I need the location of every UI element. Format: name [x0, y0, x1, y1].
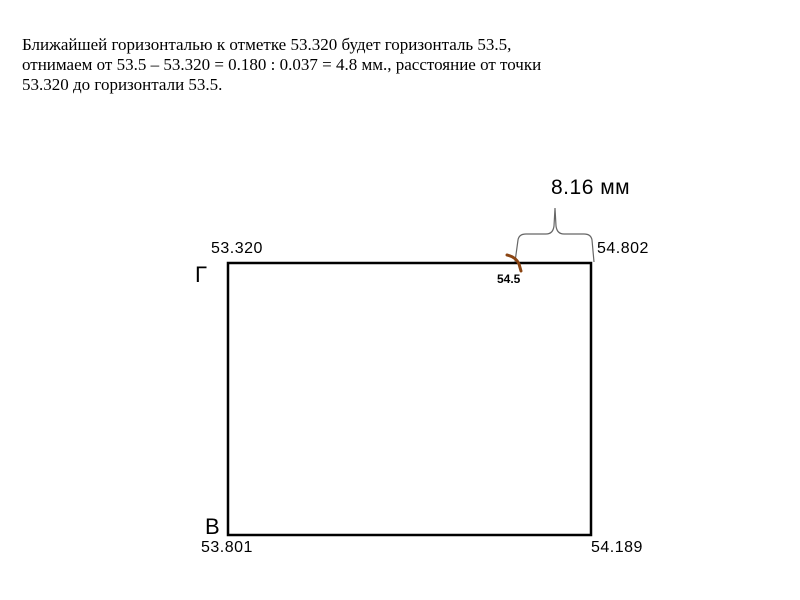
corner-letter-top-left: Г: [195, 262, 207, 287]
dimension-label: 8.16 мм: [551, 176, 631, 199]
corner-letter-bottom-left: В: [205, 514, 220, 539]
explanation-line-3: 53.320 до горизонтали 53.5.: [22, 75, 223, 94]
elevation-bottom-left: 53.801: [201, 539, 253, 556]
explanation-line-1: Ближайшей горизонталью к отметке 53.320 будет горизонталь 53.5,: [22, 35, 512, 54]
elevation-top-left: 53.320: [211, 240, 263, 257]
contour-label: 54.5: [497, 272, 521, 286]
plot-rectangle: [228, 263, 591, 535]
dimension-brace: [515, 208, 594, 262]
elevation-bottom-right: 54.189: [591, 539, 643, 556]
elevation-top-right: 54.802: [597, 240, 649, 257]
explanation-line-2: отнимаем от 53.5 – 53.320 = 0.180 : 0.037 = 4.8 мм., расстояние от точки: [22, 55, 542, 74]
